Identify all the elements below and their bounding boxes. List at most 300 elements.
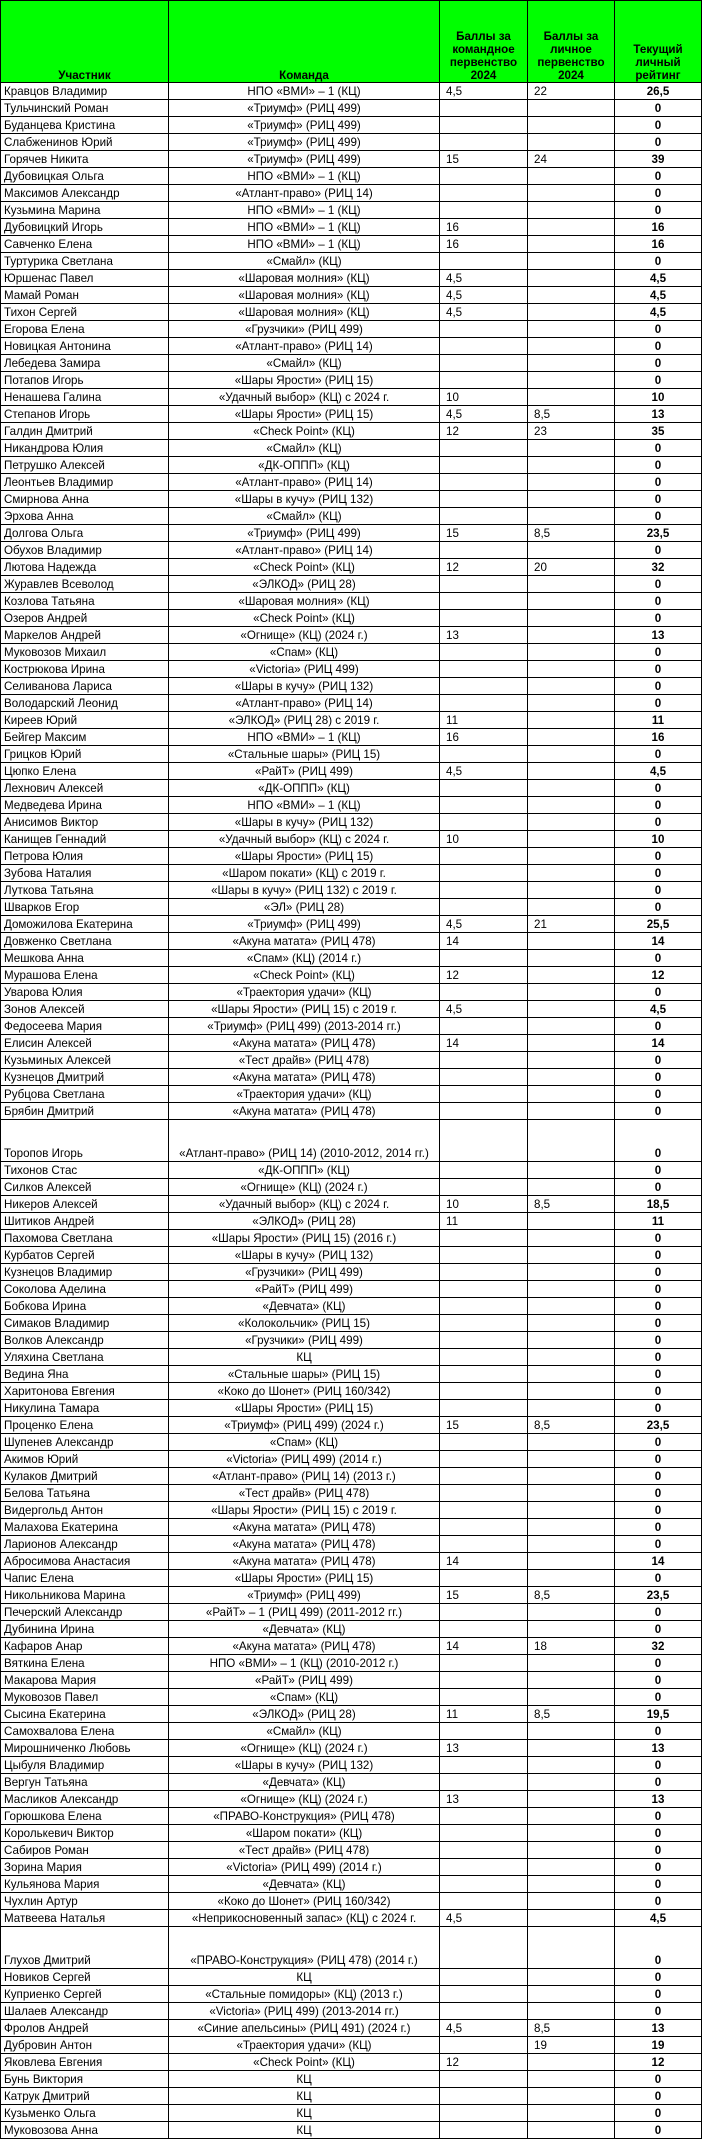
team-points-cell: 15 [440, 1417, 528, 1434]
rating-cell: 0 [615, 695, 702, 712]
table-row [1, 1468, 702, 1485]
table-row [1, 916, 702, 933]
personal-points-cell [528, 1570, 615, 1587]
participant-cell: Дубовицкий Игорь [1, 219, 169, 236]
team-points-cell [440, 1536, 528, 1553]
team-points-cell: 16 [440, 729, 528, 746]
table-row [1, 1179, 702, 1196]
rating-cell: 0 [615, 1332, 702, 1349]
participant-cell: Горячев Никита [1, 151, 169, 168]
team-points-cell [440, 338, 528, 355]
table-row [1, 372, 702, 389]
participant-cell: Леонтьев Владимир [1, 474, 169, 491]
rating-cell: 0 [615, 1536, 702, 1553]
table-row [1, 542, 702, 559]
team-cell: «Шары Ярости» (РИЦ 15) [169, 848, 440, 865]
rating-cell: 0 [615, 1859, 702, 1876]
rating-cell: 0 [615, 797, 702, 814]
team-cell: «ЭЛ» (РИЦ 28) [169, 899, 440, 916]
team-cell: «Триумф» (РИЦ 499) (2024 г.) [169, 1417, 440, 1434]
rating-cell: 0 [615, 440, 702, 457]
rating-cell: 0 [615, 1774, 702, 1791]
team-cell: «Грузчики» (РИЦ 499) [169, 1332, 440, 1349]
personal-points-cell [528, 2054, 615, 2071]
participant-cell: Никольникова Марина [1, 1587, 169, 1604]
personal-points-cell [528, 1298, 615, 1315]
personal-points-cell: 8,5 [528, 1196, 615, 1213]
team-cell: КЦ [169, 2088, 440, 2105]
personal-points-cell [528, 746, 615, 763]
rating-cell: 35 [615, 423, 702, 440]
rating-cell: 0 [615, 644, 702, 661]
rating-cell: 10 [615, 831, 702, 848]
participant-cell: Анисимов Виктор [1, 814, 169, 831]
rating-cell: 0 [615, 1298, 702, 1315]
participant-cell: Сысина Екатерина [1, 1706, 169, 1723]
personal-points-cell [528, 1740, 615, 1757]
rating-cell: 0 [615, 1247, 702, 1264]
team-cell: «Коко до Шонет» (РИЦ 160/342) [169, 1383, 440, 1400]
team-cell: «Колокольчик» (РИЦ 15) [169, 1315, 440, 1332]
table-row [1, 1621, 702, 1638]
personal-points-cell [528, 2003, 615, 2020]
personal-points-cell [528, 1400, 615, 1417]
participant-cell: Шупенев Александр [1, 1434, 169, 1451]
team-points-cell [440, 1332, 528, 1349]
personal-points-cell: 18 [528, 1638, 615, 1655]
team-cell: «Шары Ярости» (РИЦ 15) [169, 406, 440, 423]
table-row [1, 831, 702, 848]
team-points-cell: 4,5 [440, 916, 528, 933]
rating-cell: 16 [615, 219, 702, 236]
table-row [1, 389, 702, 406]
participant-cell: Акимов Юрий [1, 1451, 169, 1468]
rating-cell: 0 [615, 865, 702, 882]
personal-points-cell [528, 1035, 615, 1052]
table-row [1, 1001, 702, 1018]
rating-cell: 0 [615, 168, 702, 185]
participant-cell: Максимов Александр [1, 185, 169, 202]
team-cell: «Шары в кучу» (РИЦ 132) [169, 1757, 440, 1774]
table-header [1, 1, 702, 83]
table-row [1, 1052, 702, 1069]
team-cell: «Смайл» (КЦ) [169, 508, 440, 525]
table-row [1, 1655, 702, 1672]
table-row [1, 1553, 702, 1570]
table-row [1, 1876, 702, 1893]
team-points-cell [440, 134, 528, 151]
participant-cell: Курбатов Сергей [1, 1247, 169, 1264]
participant-cell: Луткова Татьяна [1, 882, 169, 899]
team-cell: «Атлант-право» (РИЦ 14) (2010-2012, 2014 гг.) [169, 1120, 440, 1162]
personal-points-cell [528, 899, 615, 916]
team-points-cell: 12 [440, 2054, 528, 2071]
team-points-cell [440, 1052, 528, 1069]
table-row [1, 814, 702, 831]
table-row [1, 576, 702, 593]
personal-points-cell [528, 712, 615, 729]
team-points-cell [440, 2037, 528, 2054]
team-points-cell: 10 [440, 389, 528, 406]
participant-cell: Куприенко Сергей [1, 1986, 169, 2003]
team-points-cell [440, 1179, 528, 1196]
personal-points-cell: 8,5 [528, 1417, 615, 1434]
rating-cell: 0 [615, 1927, 702, 1969]
team-points-cell [440, 474, 528, 491]
team-cell: «Триумф» (РИЦ 499) [169, 525, 440, 542]
team-cell: «Шаровая молния» (КЦ) [169, 270, 440, 287]
participant-cell: Кульянова Мария [1, 1876, 169, 1893]
rating-cell: 0 [615, 1052, 702, 1069]
participant-cell: Уварова Юлия [1, 984, 169, 1001]
table-row [1, 423, 702, 440]
rating-cell: 0 [615, 134, 702, 151]
team-points-cell [440, 899, 528, 916]
team-cell: «Check Point» (КЦ) [169, 559, 440, 576]
participant-cell: Журавлев Всеволод [1, 576, 169, 593]
table-row [1, 457, 702, 474]
rating-cell: 0 [615, 253, 702, 270]
rating-cell: 0 [615, 576, 702, 593]
team-cell: НПО «ВМИ» – 1 (КЦ) (2010-2012 г.) [169, 1655, 440, 1672]
team-cell: КЦ [169, 2122, 440, 2139]
team-points-cell [440, 576, 528, 593]
personal-points-cell [528, 1281, 615, 1298]
rating-cell: 13 [615, 627, 702, 644]
team-points-cell [440, 1120, 528, 1162]
table-row [1, 1400, 702, 1417]
personal-points-cell: 23 [528, 423, 615, 440]
rating-cell: 0 [615, 1315, 702, 1332]
participant-cell: Лехнович Алексей [1, 780, 169, 797]
participant-cell: Пахомова Светлана [1, 1230, 169, 1247]
team-cell: «Девчата» (КЦ) [169, 1876, 440, 1893]
personal-points-cell [528, 967, 615, 984]
personal-points-cell [528, 1162, 615, 1179]
rating-cell: 23,5 [615, 1587, 702, 1604]
participant-cell: Королькевич Виктор [1, 1825, 169, 1842]
personal-points-cell [528, 950, 615, 967]
table-row [1, 1672, 702, 1689]
personal-points-cell [528, 1052, 615, 1069]
personal-points-cell [528, 1519, 615, 1536]
participant-cell: Степанов Игорь [1, 406, 169, 423]
team-cell: «Траектория удачи» (КЦ) [169, 984, 440, 1001]
personal-points-cell [528, 1264, 615, 1281]
team-points-cell [440, 593, 528, 610]
table-row [1, 151, 702, 168]
participant-cell: Кузьминых Алексей [1, 1052, 169, 1069]
team-points-cell: 4,5 [440, 2020, 528, 2037]
rating-cell: 0 [615, 899, 702, 916]
team-cell: «ЭЛКОД» (РИЦ 28) с 2019 г. [169, 712, 440, 729]
team-points-cell [440, 253, 528, 270]
participant-cell: Харитонова Евгения [1, 1383, 169, 1400]
rating-cell: 23,5 [615, 525, 702, 542]
table-row [1, 627, 702, 644]
table-row [1, 474, 702, 491]
participant-cell: Канищев Геннадий [1, 831, 169, 848]
table-row [1, 1120, 702, 1162]
table-row [1, 2122, 702, 2139]
team-cell: «Шары Ярости» (РИЦ 15) с 2019 г. [169, 1502, 440, 1519]
team-cell: «Шары в кучу» (РИЦ 132) с 2019 г. [169, 882, 440, 899]
table-row [1, 1825, 702, 1842]
team-points-cell [440, 746, 528, 763]
team-cell: «Неприкосновенный запас» (КЦ) с 2024 г. [169, 1910, 440, 1927]
table-row [1, 1519, 702, 1536]
table-row [1, 882, 702, 899]
table-row [1, 219, 702, 236]
personal-points-cell [528, 1502, 615, 1519]
table-row [1, 1069, 702, 1086]
rating-cell: 12 [615, 2054, 702, 2071]
team-points-cell [440, 950, 528, 967]
participant-cell: Бунь Виктория [1, 2071, 169, 2088]
team-points-cell [440, 644, 528, 661]
rating-cell: 0 [615, 678, 702, 695]
personal-points-cell [528, 1383, 615, 1400]
team-cell: «Check Point» (КЦ) [169, 2054, 440, 2071]
personal-points-cell [528, 1910, 615, 1927]
header-rating: Текущий личный рейтинг [615, 1, 702, 83]
team-cell: «Траектория удачи» (КЦ) [169, 1086, 440, 1103]
table-row [1, 712, 702, 729]
rating-cell: 32 [615, 559, 702, 576]
team-points-cell: 4,5 [440, 83, 528, 100]
table-row [1, 1740, 702, 1757]
personal-points-cell [528, 1808, 615, 1825]
personal-points-cell [528, 576, 615, 593]
team-points-cell: 13 [440, 1740, 528, 1757]
team-points-cell: 10 [440, 1196, 528, 1213]
participant-cell: Катрук Дмитрий [1, 2088, 169, 2105]
table-row [1, 1842, 702, 1859]
participant-cell: Тихонов Стас [1, 1162, 169, 1179]
table-row [1, 746, 702, 763]
team-points-cell [440, 1230, 528, 1247]
team-cell: «Шары Ярости» (РИЦ 15) с 2019 г. [169, 1001, 440, 1018]
table-row [1, 967, 702, 984]
team-cell: «РайТ» (РИЦ 499) [169, 763, 440, 780]
table-row [1, 525, 702, 542]
team-cell: «Victoria» (РИЦ 499) (2013-2014 гг.) [169, 2003, 440, 2020]
participant-cell: Мурашова Елена [1, 967, 169, 984]
team-cell: «Смайл» (КЦ) [169, 253, 440, 270]
team-points-cell [440, 457, 528, 474]
team-cell: «Грузчики» (РИЦ 499) [169, 321, 440, 338]
table-row [1, 491, 702, 508]
rating-cell: 0 [615, 1621, 702, 1638]
rating-cell: 0 [615, 1018, 702, 1035]
rating-cell: 0 [615, 1366, 702, 1383]
rating-cell: 12 [615, 967, 702, 984]
table-row [1, 1162, 702, 1179]
rating-cell: 0 [615, 1986, 702, 2003]
team-cell: «Акуна матата» (РИЦ 478) [169, 1069, 440, 1086]
participant-cell: Симаков Владимир [1, 1315, 169, 1332]
table-row [1, 1774, 702, 1791]
table-row [1, 1638, 702, 1655]
participant-cell: Киреев Юрий [1, 712, 169, 729]
table-row [1, 83, 702, 100]
personal-points-cell: 21 [528, 916, 615, 933]
personal-points-cell [528, 270, 615, 287]
participant-cell: Мешкова Анна [1, 950, 169, 967]
header-team: Команда [169, 1, 440, 83]
table-row [1, 1859, 702, 1876]
team-cell: «ПРАВО-Конструкция» (РИЦ 478) [169, 1808, 440, 1825]
table-row [1, 1103, 702, 1120]
table-row [1, 406, 702, 423]
personal-points-cell [528, 1689, 615, 1706]
table-row [1, 610, 702, 627]
participant-cell: Брябин Дмитрий [1, 1103, 169, 1120]
rating-cell: 0 [615, 984, 702, 1001]
table-row [1, 1417, 702, 1434]
personal-points-cell [528, 1451, 615, 1468]
participant-cell: Чухлин Артур [1, 1893, 169, 1910]
team-points-cell [440, 1069, 528, 1086]
participant-cell: Новиков Сергей [1, 1969, 169, 1986]
table-row [1, 2071, 702, 2088]
table-row [1, 1451, 702, 1468]
participant-cell: Довженко Светлана [1, 933, 169, 950]
rating-cell: 0 [615, 950, 702, 967]
team-points-cell: 4,5 [440, 406, 528, 423]
participant-cell: Макарова Мария [1, 1672, 169, 1689]
team-cell: НПО «ВМИ» – 1 (КЦ) [169, 729, 440, 746]
team-points-cell [440, 321, 528, 338]
rating-cell: 4,5 [615, 1001, 702, 1018]
team-cell: НПО «ВМИ» – 1 (КЦ) [169, 797, 440, 814]
rating-cell: 0 [615, 1808, 702, 1825]
team-cell: «ЭЛКОД» (РИЦ 28) [169, 1706, 440, 1723]
personal-points-cell [528, 1485, 615, 1502]
table-row [1, 1536, 702, 1553]
team-points-cell: 12 [440, 967, 528, 984]
personal-points-cell [528, 1893, 615, 1910]
participant-cell: Смирнова Анна [1, 491, 169, 508]
table-row [1, 508, 702, 525]
table-row [1, 593, 702, 610]
rating-cell: 11 [615, 712, 702, 729]
participant-cell: Зорина Мария [1, 1859, 169, 1876]
team-points-cell: 14 [440, 1553, 528, 1570]
team-points-cell [440, 1247, 528, 1264]
rating-cell: 0 [615, 1723, 702, 1740]
rating-cell: 0 [615, 100, 702, 117]
team-points-cell [440, 1927, 528, 1969]
participant-cell: Цыбуля Владимир [1, 1757, 169, 1774]
team-points-cell: 4,5 [440, 1910, 528, 1927]
participant-cell: Елисин Алексей [1, 1035, 169, 1052]
personal-points-cell [528, 1103, 615, 1120]
team-cell: «Шаровая молния» (КЦ) [169, 304, 440, 321]
participant-cell: Юршенас Павел [1, 270, 169, 287]
rating-cell: 13 [615, 406, 702, 423]
rating-cell: 0 [615, 1485, 702, 1502]
team-cell: «Check Point» (КЦ) [169, 967, 440, 984]
table-row [1, 1349, 702, 1366]
team-cell: «Акуна матата» (РИЦ 478) [169, 1103, 440, 1120]
team-cell: «Триумф» (РИЦ 499) [169, 1587, 440, 1604]
team-points-cell [440, 1774, 528, 1791]
rating-cell: 0 [615, 2088, 702, 2105]
team-cell: «Шары Ярости» (РИЦ 15) [169, 1400, 440, 1417]
table-row [1, 1281, 702, 1298]
team-cell: «Атлант-право» (РИЦ 14) [169, 474, 440, 491]
rating-cell: 23,5 [615, 1417, 702, 1434]
participant-cell: Кострюкова Ирина [1, 661, 169, 678]
participant-cell: Шварков Егор [1, 899, 169, 916]
team-cell: «Триумф» (РИЦ 499) [169, 916, 440, 933]
participant-cell: Кафаров Анар [1, 1638, 169, 1655]
personal-points-cell [528, 1791, 615, 1808]
rating-cell: 0 [615, 1757, 702, 1774]
rating-cell: 0 [615, 2003, 702, 2020]
personal-points-cell [528, 321, 615, 338]
table-row [1, 1986, 702, 2003]
personal-points-cell [528, 661, 615, 678]
team-cell: НПО «ВМИ» – 1 (КЦ) [169, 168, 440, 185]
participant-cell: Маркелов Андрей [1, 627, 169, 644]
table-row [1, 1791, 702, 1808]
participant-cell: Егорова Елена [1, 321, 169, 338]
team-points-cell [440, 1018, 528, 1035]
participant-cell: Ларионов Александр [1, 1536, 169, 1553]
participant-cell: Грицков Юрий [1, 746, 169, 763]
team-cell: «Акуна матата» (РИЦ 478) [169, 1536, 440, 1553]
team-points-cell [440, 355, 528, 372]
personal-points-cell [528, 2088, 615, 2105]
participant-cell: Никандрова Юлия [1, 440, 169, 457]
team-points-cell: 11 [440, 712, 528, 729]
personal-points-cell [528, 1757, 615, 1774]
rating-cell: 0 [615, 1451, 702, 1468]
rating-cell: 0 [615, 746, 702, 763]
header-row [1, 1, 702, 83]
rating-cell: 0 [615, 814, 702, 831]
personal-points-cell [528, 763, 615, 780]
team-cell: «Victoria» (РИЦ 499) [169, 661, 440, 678]
team-cell: «Шаром покати» (КЦ) с 2019 г. [169, 865, 440, 882]
personal-points-cell [528, 695, 615, 712]
personal-points-cell: 8,5 [528, 406, 615, 423]
rating-cell: 0 [615, 1969, 702, 1986]
participant-cell: Слабженинов Юрий [1, 134, 169, 151]
personal-points-cell [528, 253, 615, 270]
team-cell: «Коко до Шонет» (РИЦ 160/342) [169, 1893, 440, 1910]
personal-points-cell [528, 1842, 615, 1859]
participant-cell: Масликов Александр [1, 1791, 169, 1808]
rating-cell: 0 [615, 780, 702, 797]
rating-cell: 16 [615, 729, 702, 746]
personal-points-cell [528, 1876, 615, 1893]
team-cell: «Акуна матата» (РИЦ 478) [169, 1519, 440, 1536]
team-cell: «Атлант-право» (РИЦ 14) (2013 г.) [169, 1468, 440, 1485]
participant-cell: Обухов Владимир [1, 542, 169, 559]
table-row [1, 1969, 702, 1986]
team-cell: «Спам» (КЦ) (2014 г.) [169, 950, 440, 967]
rating-cell: 0 [615, 185, 702, 202]
table-row [1, 1366, 702, 1383]
team-cell: «Victoria» (РИЦ 499) (2014 г.) [169, 1451, 440, 1468]
rating-cell: 0 [615, 321, 702, 338]
rating-cell: 0 [615, 1162, 702, 1179]
team-cell: «Шары в кучу» (РИЦ 132) [169, 1247, 440, 1264]
personal-points-cell [528, 440, 615, 457]
